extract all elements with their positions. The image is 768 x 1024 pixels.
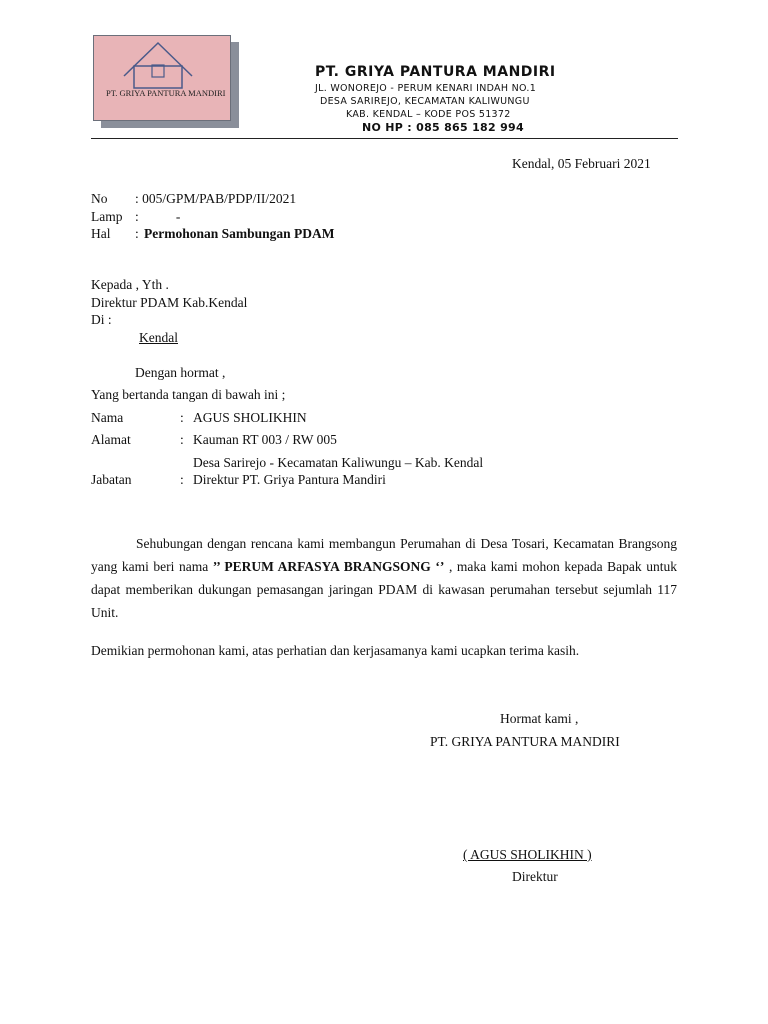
alamat-value-1: Kauman RT 003 / RW 005 — [193, 432, 337, 447]
alamat-colon: : — [180, 432, 184, 447]
intro-line: Yang bertanda tangan di bawah ini ; — [91, 387, 286, 402]
address-line-2: DESA SARIREJO, KECAMATAN KALIWUNGU — [320, 96, 530, 107]
address-line-3: KAB. KENDAL – KODE POS 51372 — [346, 109, 511, 120]
housing-name: ’’ PERUM ARFASYA BRANGSONG ‘’ — [212, 559, 445, 574]
recipient-di: Di : — [91, 312, 112, 327]
signer-name: ( AGUS SHOLIKHIN ) — [463, 847, 592, 862]
letter-date: Kendal, 05 Februari 2021 — [512, 156, 651, 171]
recipient-city: Kendal — [139, 330, 178, 345]
header-divider — [91, 138, 678, 139]
hal-label: Hal — [91, 226, 111, 241]
closing-hormat: Hormat kami , — [500, 711, 579, 726]
jabatan-colon: : — [180, 472, 184, 487]
nama-label: Nama — [91, 410, 124, 425]
jabatan-label: Jabatan — [91, 472, 132, 487]
nama-value: AGUS SHOLIKHIN — [193, 410, 307, 425]
alamat-label: Alamat — [91, 432, 131, 447]
jabatan-value: Direktur PT. Griya Pantura Mandiri — [193, 472, 386, 487]
nama-colon: : — [180, 410, 184, 425]
no-value: : 005/GPM/PAB/PDP/II/2021 — [135, 191, 297, 206]
company-logo — [93, 35, 231, 121]
no-label: No — [91, 191, 108, 206]
lamp-label: Lamp — [91, 209, 123, 224]
closing-company: PT. GRIYA PANTURA MANDIRI — [430, 734, 620, 749]
address-line-1: JL. WONOREJO - PERUM KENARI INDAH NO.1 — [315, 83, 537, 94]
lamp-value: : - — [135, 209, 181, 224]
logo-company-name: PT. GRIYA PANTURA MANDIRI — [106, 88, 226, 98]
phone-number: NO HP : 085 865 182 994 — [362, 121, 524, 134]
house-icon — [94, 36, 232, 96]
para1-post: , maka kami mohon kepada Bapak untuk dapat memberikan dukungan pemasangan jaringan PDAM di kawasan perumahan tersebut sejumlah 117 Unit. — [91, 559, 677, 620]
body-paragraph-2: Demikian permohonan kami, atas perhatian dan kerjasamanya kami ucapkan terima kasih. — [91, 643, 580, 658]
body-paragraph-1 — [91, 532, 677, 624]
recipient-kepada: Kepada , Yth . — [91, 277, 169, 292]
signer-title: Direktur — [512, 869, 558, 884]
greeting: Dengan hormat , — [135, 365, 226, 380]
subject: Permohonan Sambungan PDAM — [144, 226, 335, 241]
company-name: PT. GRIYA PANTURA MANDIRI — [315, 64, 556, 80]
alamat-value-2: Desa Sarirejo - Kecamatan Kaliwungu – Kab. Kendal — [193, 455, 484, 470]
hal-colon: : — [135, 226, 139, 241]
para1-pre: Sehubungan dengan rencana kami membangun Perumahan di Desa Tosari, Kecamatan Brangsong yang kami beri nama — [91, 536, 677, 574]
recipient-direktur: Direktur PDAM Kab.Kendal — [91, 295, 248, 310]
